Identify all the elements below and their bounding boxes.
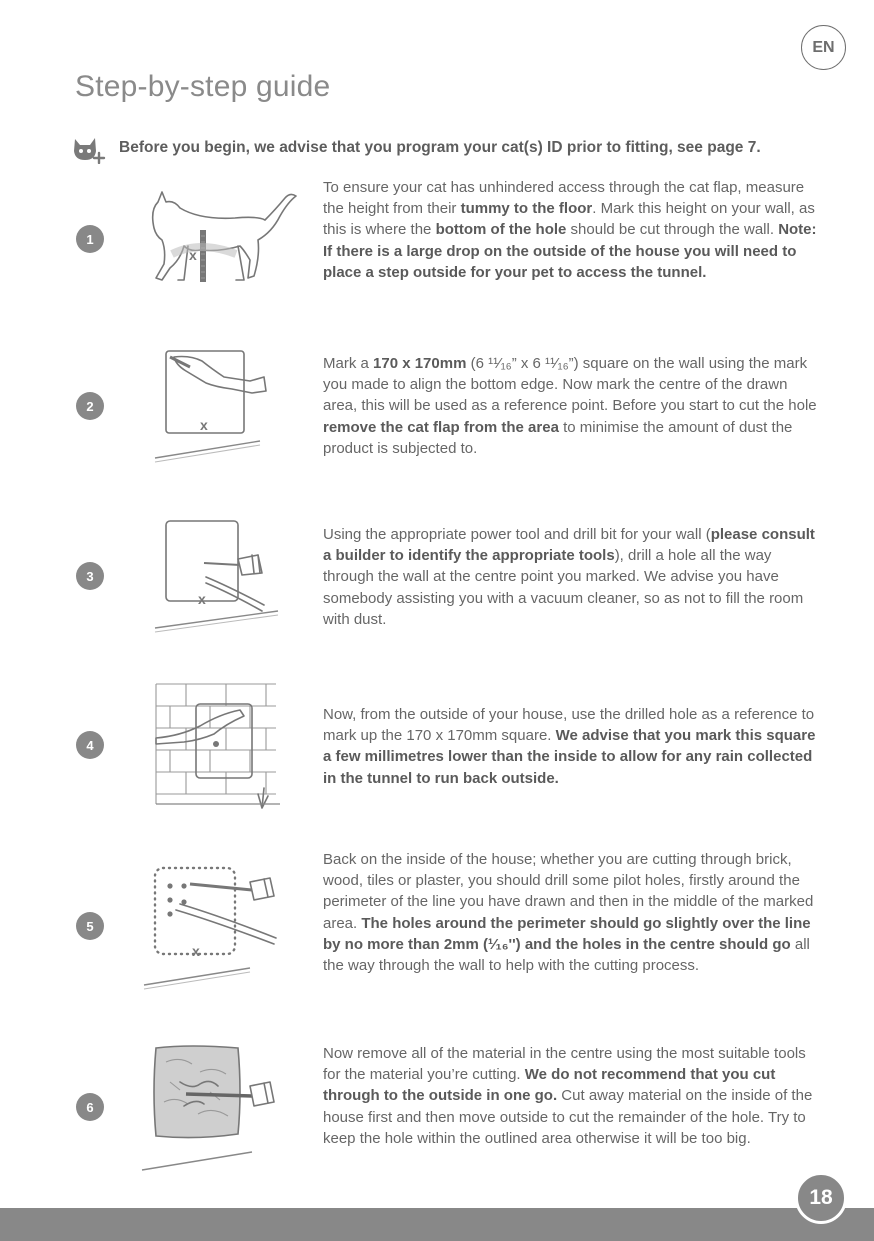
step-4-text: Now, from the outside of your house, use the drilled hole as a reference to mark up the 170 x 170mm square. We advise that you mark this square a few millimetres lower than the inside to allow for any rain collected in the tunnel to run back outside. — [323, 706, 816, 787]
emphasis-text: 170 x 170mm — [373, 355, 467, 372]
footer-bar — [0, 1208, 874, 1241]
step-number-1: 1 — [76, 225, 104, 253]
step-number-2: 2 — [76, 392, 104, 420]
cat-measuring-illustration — [140, 180, 300, 310]
emphasis-text: remove the cat flap from the area — [323, 418, 559, 436]
drill-wall-illustration — [140, 515, 300, 645]
hand-marking-square-illustration — [140, 345, 300, 475]
step-1-text: To ensure your cat has unhindered access through the cat flap, measure the height from their tummy to the floor. Mark this height on your wall, as this is where the bottom of the hole should be cut through the wall. Note: If there is a large drop on the outside of the house you will need to place a step outside for your pet to access the tunnel. — [323, 179, 817, 281]
cat-id-icon — [72, 134, 106, 164]
step1-mark-x: x — [189, 247, 197, 263]
step-number-4: 4 — [76, 731, 104, 759]
language-badge: EN — [801, 25, 846, 70]
page-title: Step-by-step guide — [75, 70, 331, 103]
emphasis-text: We do not recommend that you cut through to the outside in one go. — [323, 1066, 776, 1105]
step-6-text: Now remove all of the material in the centre using the most suitable tools for the material you’re cutting. We do not recommend that you cut through to the outside in one go. Cut away material on the inside of the house first and then move outside to cut the remainder of the hole. Try to keep the hole within the outlined area otherwise it will be too big. — [323, 1045, 813, 1147]
emphasis-text: The holes around the perimeter should go slightly over the line by no more than 2mm (¹⁄₁₆'') and the holes in the centre should go — [323, 914, 811, 953]
emphasis-text: bottom of the hole — [435, 221, 567, 239]
emphasis-text: please consult a builder to identify the appropriate tools — [323, 526, 815, 565]
emphasis-text: Note: If there is a large drop on the outside of the house you will need to place a step outside for your pet to access the tunnel. — [323, 221, 817, 281]
outside-brick-wall-illustration — [140, 680, 300, 810]
step-number-6: 6 — [76, 1093, 104, 1121]
emphasis-text: tummy to the floor — [460, 200, 593, 218]
emphasis-text: We advise that you mark this square a few millimetres lower than the inside to allow for any rain collected in the tunnel to run back outside. — [323, 727, 816, 787]
step-number-3: 3 — [76, 562, 104, 590]
page-number: 18 — [795, 1172, 847, 1224]
step3-mark-x: x — [198, 591, 206, 607]
step-3-text: Using the appropriate power tool and drill bit for your wall (please consult a builder to identify the appropriate tools), drill a hole all the way through the wall at the centre point you marked. We advise you have somebody assisting you with a vacuum cleaner, so as not to fill the room with dust. — [323, 526, 815, 628]
step2-mark-x: x — [200, 417, 208, 433]
step-5-text: Back on the inside of the house; whether you are cutting through brick, wood, tiles or plaster, you should drill some pilot holes, firstly around the perimeter of the line you have drawn and then in the middle of the marked area. The holes around the perimeter should go slightly over the line by no more than 2mm (¹⁄₁₆'') and the holes in the centre should go all the way through the wall to help with the cutting process. — [323, 851, 814, 975]
remove-material-illustration — [140, 1042, 300, 1172]
step5-mark-x: x — [192, 943, 200, 959]
step-number-5: 5 — [76, 912, 104, 940]
fitting-notice: Before you begin, we advise that you program your cat(s) ID prior to fitting, see page 7. — [119, 139, 761, 156]
pilot-holes-illustration — [140, 860, 300, 990]
step-2-text: Mark a 170 x 170mm (6 ¹¹⁄₁₆” x 6 ¹¹⁄₁₆”) square on the wall using the mark you made to align the bottom edge. Now mark the centre of the drawn area, this will be used as a reference point. Before you start to cut the hole remove the cat flap from the area to minimise the amount of dust the product is subjected to. — [323, 355, 817, 457]
